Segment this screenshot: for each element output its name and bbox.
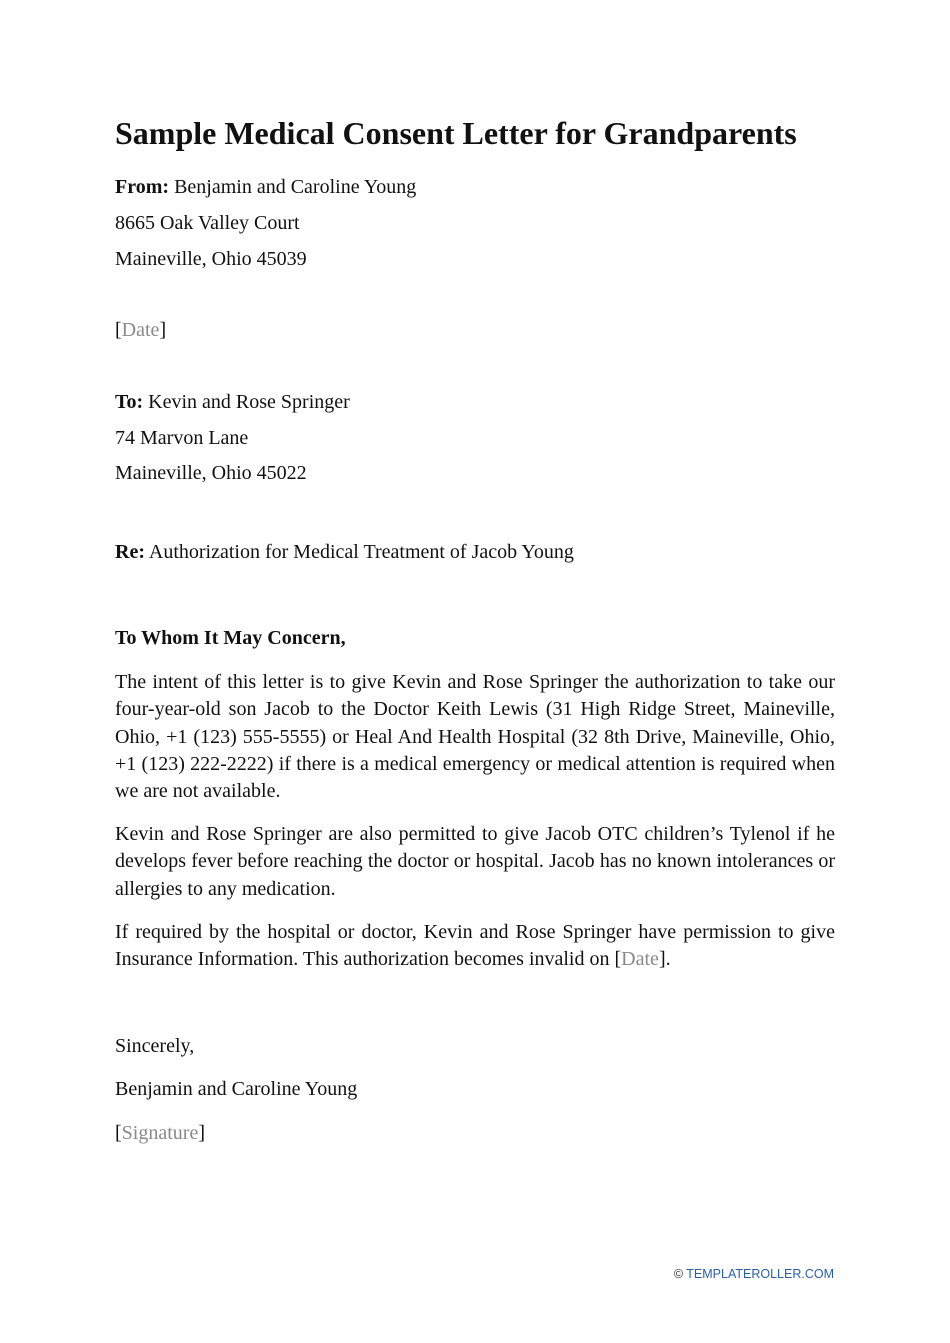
to-name: Kevin and Rose Springer (148, 391, 350, 413)
footer-credit (674, 1266, 834, 1282)
from-city: Maineville, Ohio 45039 (115, 248, 307, 270)
date-open-bracket: [ (115, 319, 122, 341)
body-paragraph-3 (115, 919, 835, 974)
to-label: To: (115, 391, 144, 413)
date-placeholder: Date (121, 319, 160, 341)
re-subject: Authorization for Medical Treatment of Jacob Young (148, 541, 574, 563)
closing: Sincerely, (115, 1035, 195, 1057)
date-field (115, 319, 166, 341)
to-city: Maineville, Ohio 45022 (115, 462, 307, 484)
invalid-date-close-bracket: ] (658, 948, 666, 971)
signature-open-bracket: [ (115, 1122, 122, 1144)
document-title: Sample Medical Consent Letter for Grandparents (115, 115, 797, 151)
signature-field (115, 1122, 205, 1144)
footer-site-link[interactable]: TEMPLATEROLLER.COM (686, 1267, 834, 1281)
invalid-date-placeholder: Date (621, 948, 659, 971)
from-label: From: (115, 176, 170, 198)
re-line (115, 541, 574, 563)
signature-close-bracket: ] (198, 1122, 205, 1144)
date-close-bracket: ] (159, 319, 167, 341)
signer-name: Benjamin and Caroline Young (115, 1078, 358, 1100)
invalid-date-open-bracket: [ (614, 948, 622, 971)
re-label: Re: (115, 541, 145, 563)
paragraph-3-end: . (665, 948, 671, 971)
body-paragraph-2: Kevin and Rose Springer are also permitted to give Jacob OTC children’s Tylenol if he develops fever before reaching the doctor or hospital. Jacob has no known intolerances or allergies to any medication. (115, 823, 835, 900)
signature-placeholder: Signature (121, 1122, 199, 1144)
body-paragraph-1: The intent of this letter is to give Kevin and Rose Springer the authorization to take our four-year-old son Jacob to the Doctor Keith Lewis (31 High Ridge Street, Maineville, Ohio, +1 (123) 555-5555) or Heal And Health Hospital (32 8th Drive, Maineville, Ohio, +1 (123) 222-2222) if there is a medical emergency or medical attention is required when we are not available. (115, 671, 835, 803)
paragraph-3-text: If required by the hospital or doctor, Kevin and Rose Springer have permission to give Insurance Information. This authorization becomes invalid on (115, 921, 835, 971)
to-street: 74 Marvon Lane (115, 427, 249, 449)
from-name: Benjamin and Caroline Young (174, 176, 417, 198)
salutation: To Whom It May Concern, (115, 627, 346, 649)
copyright-icon: © (673, 1267, 684, 1281)
from-street: 8665 Oak Valley Court (115, 212, 300, 234)
to-line (115, 391, 350, 413)
from-line (115, 176, 416, 198)
